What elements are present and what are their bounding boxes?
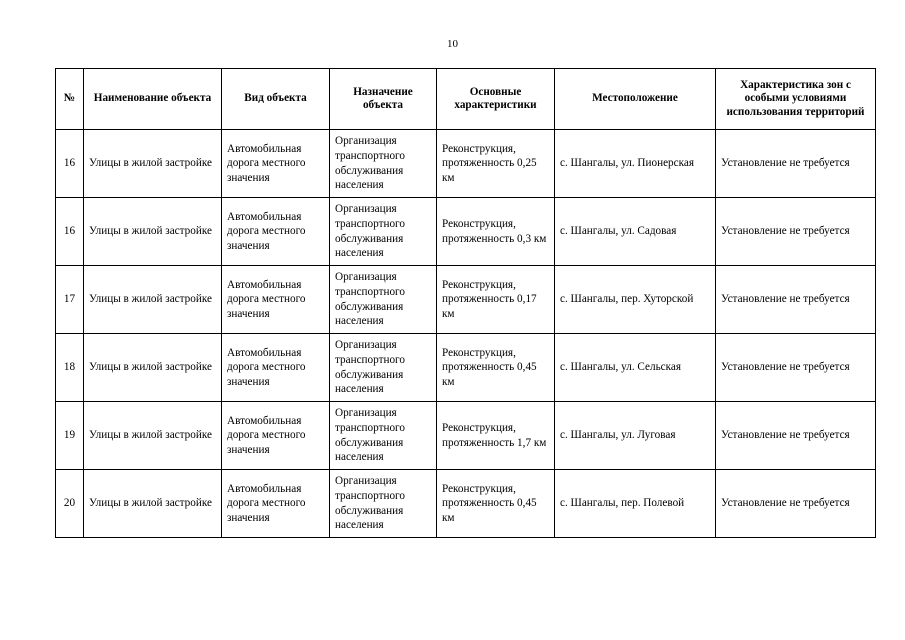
cell-number: 16 xyxy=(56,130,84,198)
objects-table xyxy=(55,68,876,538)
cell-object-type: Автомобильная дорога местного значения xyxy=(222,470,330,538)
cell-object-type: Автомобильная дорога местного значения xyxy=(222,130,330,198)
cell-object-type: Автомобильная дорога местного значения xyxy=(222,402,330,470)
cell-object-name: Улицы в жилой застройке xyxy=(84,130,222,198)
cell-main-characteristics: Реконструкция, протяженность 1,7 км xyxy=(437,402,555,470)
cell-main-characteristics: Реконструкция, протяженность 0,3 км xyxy=(437,198,555,266)
header-main-characteristics: Основные характеристики xyxy=(437,69,555,130)
cell-object-name: Улицы в жилой застройке xyxy=(84,334,222,402)
cell-object-purpose: Организация транспортного обслуживания населения xyxy=(330,470,437,538)
cell-number: 18 xyxy=(56,334,84,402)
header-special-zones: Характеристика зон с особыми условиями использования территорий xyxy=(716,69,876,130)
cell-object-purpose: Организация транспортного обслуживания населения xyxy=(330,130,437,198)
cell-location: с. Шангалы, пер. Хуторской xyxy=(555,266,716,334)
cell-main-characteristics: Реконструкция, протяженность 0,45 км xyxy=(437,334,555,402)
page-number: 10 xyxy=(447,38,458,50)
table-row xyxy=(56,334,876,402)
cell-object-purpose: Организация транспортного обслуживания населения xyxy=(330,334,437,402)
cell-object-type: Автомобильная дорога местного значения xyxy=(222,266,330,334)
cell-special-zones: Установление не требуется xyxy=(716,334,876,402)
table-row xyxy=(56,470,876,538)
cell-number: 17 xyxy=(56,266,84,334)
cell-object-purpose: Организация транспортного обслуживания населения xyxy=(330,198,437,266)
table-row xyxy=(56,266,876,334)
header-number: № xyxy=(56,69,84,130)
cell-main-characteristics: Реконструкция, протяженность 0,45 км xyxy=(437,470,555,538)
table-row xyxy=(56,198,876,266)
cell-location: с. Шангалы, ул. Сельская xyxy=(555,334,716,402)
header-object-name: Наименование объекта xyxy=(84,69,222,130)
table-row xyxy=(56,130,876,198)
cell-main-characteristics: Реконструкция, протяженность 0,17 км xyxy=(437,266,555,334)
cell-object-name: Улицы в жилой застройке xyxy=(84,198,222,266)
cell-object-purpose: Организация транспортного обслуживания населения xyxy=(330,266,437,334)
cell-number: 19 xyxy=(56,402,84,470)
header-location: Местоположение xyxy=(555,69,716,130)
cell-location: с. Шангалы, ул. Садовая xyxy=(555,198,716,266)
cell-main-characteristics: Реконструкция, протяженность 0,25 км xyxy=(437,130,555,198)
cell-special-zones: Установление не требуется xyxy=(716,402,876,470)
cell-object-name: Улицы в жилой застройке xyxy=(84,402,222,470)
table-row xyxy=(56,402,876,470)
cell-special-zones: Установление не требуется xyxy=(716,266,876,334)
cell-number: 20 xyxy=(56,470,84,538)
cell-object-type: Автомобильная дорога местного значения xyxy=(222,198,330,266)
cell-location: с. Шангалы, ул. Пионерская xyxy=(555,130,716,198)
cell-special-zones: Установление не требуется xyxy=(716,130,876,198)
cell-special-zones: Установление не требуется xyxy=(716,198,876,266)
header-object-type: Вид объекта xyxy=(222,69,330,130)
cell-number: 16 xyxy=(56,198,84,266)
cell-object-type: Автомобильная дорога местного значения xyxy=(222,334,330,402)
cell-location: с. Шангалы, пер. Полевой xyxy=(555,470,716,538)
cell-special-zones: Установление не требуется xyxy=(716,470,876,538)
header-object-purpose: Назначение объекта xyxy=(330,69,437,130)
cell-object-name: Улицы в жилой застройке xyxy=(84,470,222,538)
cell-object-name: Улицы в жилой застройке xyxy=(84,266,222,334)
table-header-row xyxy=(56,69,876,130)
cell-location: с. Шангалы, ул. Луговая xyxy=(555,402,716,470)
cell-object-purpose: Организация транспортного обслуживания населения xyxy=(330,402,437,470)
